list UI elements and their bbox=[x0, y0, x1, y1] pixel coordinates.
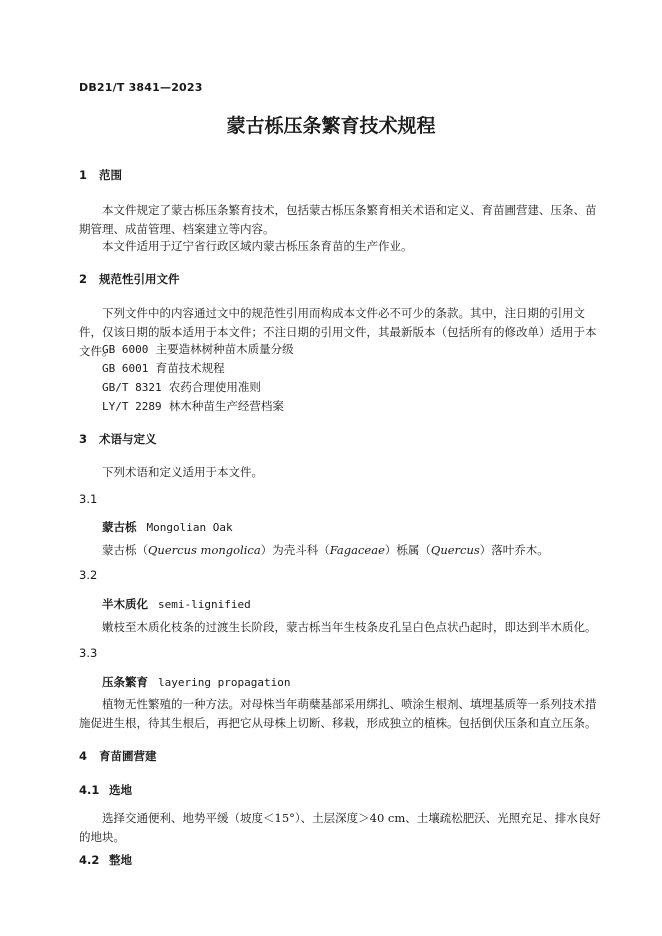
reference-name: 林木种苗生产经营档案 bbox=[168, 399, 284, 413]
subsection-number: 4.2 bbox=[79, 853, 100, 867]
reference-name: 主要造林树种苗木质量分级 bbox=[155, 342, 294, 356]
section-1-paragraph-2: 本文件适用于辽宁省行政区域内蒙古栎压条育苗的生产作业。 bbox=[102, 239, 413, 253]
section-number: 2 bbox=[79, 272, 88, 286]
term-definition: 嫩枝至木质化枝条的过渡生长阶段，蒙古栎当年生枝条皮孔呈白色点状凸起时，即达到半木质化。 bbox=[102, 620, 597, 634]
term-english: Mongolian Oak bbox=[146, 521, 233, 534]
subsection-title: 整地 bbox=[109, 853, 132, 867]
reference-code: GB 6001 bbox=[102, 362, 149, 375]
latin-name: Quercus mongolica bbox=[148, 543, 261, 557]
section-number: 4 bbox=[79, 749, 88, 763]
latin-name: Fagaceae bbox=[329, 543, 385, 557]
section-title: 范围 bbox=[99, 168, 122, 182]
section-4-heading bbox=[79, 748, 157, 764]
section-title: 规范性引用文件 bbox=[99, 272, 180, 286]
reference-code: LY/T 2289 bbox=[102, 400, 162, 413]
term-definition: 植物无性繁殖的一种方法。对母株当年萌蘖基部采用绑扎、喷涂生根剂、填埋基质等一系列技术措施促进生根，待其生根后，再把它从母株上切断、移栽，形成独立的植株。包括倒伏压条和直立压条。 bbox=[79, 697, 597, 730]
definition-text: ）落叶乔木。 bbox=[479, 543, 549, 557]
subsection-number: 4.1 bbox=[79, 783, 100, 797]
term-english: layering propagation bbox=[158, 676, 291, 689]
reference-item bbox=[102, 360, 225, 376]
section-3-paragraph-1: 下列术语和定义适用于本文件。 bbox=[102, 465, 263, 479]
term-chinese: 压条繁育 bbox=[102, 675, 148, 689]
latin-name: Quercus bbox=[430, 543, 480, 557]
section-1-heading bbox=[79, 167, 122, 183]
reference-name: 农药合理使用准则 bbox=[168, 380, 261, 394]
term-chinese: 半木质化 bbox=[102, 597, 148, 611]
reference-code: GB/T 8321 bbox=[102, 381, 162, 394]
term-definition bbox=[102, 542, 549, 558]
section-title: 术语与定义 bbox=[99, 432, 157, 446]
reference-item bbox=[102, 379, 261, 395]
subsection-4-2-heading bbox=[79, 852, 132, 868]
standard-code: DB21/T 3841—2023 bbox=[79, 81, 203, 94]
section-2-paragraph-1: 下列文件中的内容通过文中的规范性引用而构成本文件必不可少的条款。其中，注日期的引用文件，仅该日期的版本适用于本文件；不注日期的引用文件，其最新版本（包括所有的修改单）适用于本文件。 bbox=[79, 306, 597, 358]
term-english: semi-lignified bbox=[158, 598, 251, 611]
term-number: 3.2 bbox=[79, 568, 98, 582]
section-number: 3 bbox=[79, 432, 88, 446]
reference-code: GB 6000 bbox=[102, 343, 149, 356]
section-1-paragraph-1: 本文件规定了蒙古栎压条繁育技术，包括蒙古栎压条繁育相关术语和定义、育苗圃营建、压条、苗期管理、成苗管理、档案建立等内容。 bbox=[79, 203, 597, 236]
section-title: 育苗圃营建 bbox=[99, 749, 157, 763]
reference-item bbox=[102, 341, 294, 357]
term-heading bbox=[102, 593, 251, 612]
section-2-heading bbox=[79, 271, 180, 287]
document-title: 蒙古栎压条繁育技术规程 bbox=[226, 115, 436, 137]
term-heading bbox=[102, 516, 233, 535]
subsection-title: 选地 bbox=[109, 783, 132, 797]
term-number: 3.3 bbox=[79, 646, 98, 660]
definition-text: 蒙古栎（ bbox=[102, 543, 148, 557]
term-chinese: 蒙古栎 bbox=[102, 520, 137, 534]
reference-name: 育苗技术规程 bbox=[155, 361, 225, 375]
term-heading bbox=[102, 671, 290, 690]
subsection-4-1-paragraph: 选择交通便利、地势平缓（坡度＜15°）、土层深度＞40 cm、土壤疏松肥沃、光照充足、排水良好的地块。 bbox=[79, 811, 601, 844]
reference-item bbox=[102, 398, 284, 414]
term-number: 3.1 bbox=[79, 492, 98, 506]
definition-text: ）为壳斗科（ bbox=[260, 543, 330, 557]
subsection-4-1-heading bbox=[79, 782, 132, 798]
definition-text: ）栎属（ bbox=[384, 543, 431, 557]
section-number: 1 bbox=[79, 168, 88, 182]
section-3-heading bbox=[79, 431, 157, 447]
